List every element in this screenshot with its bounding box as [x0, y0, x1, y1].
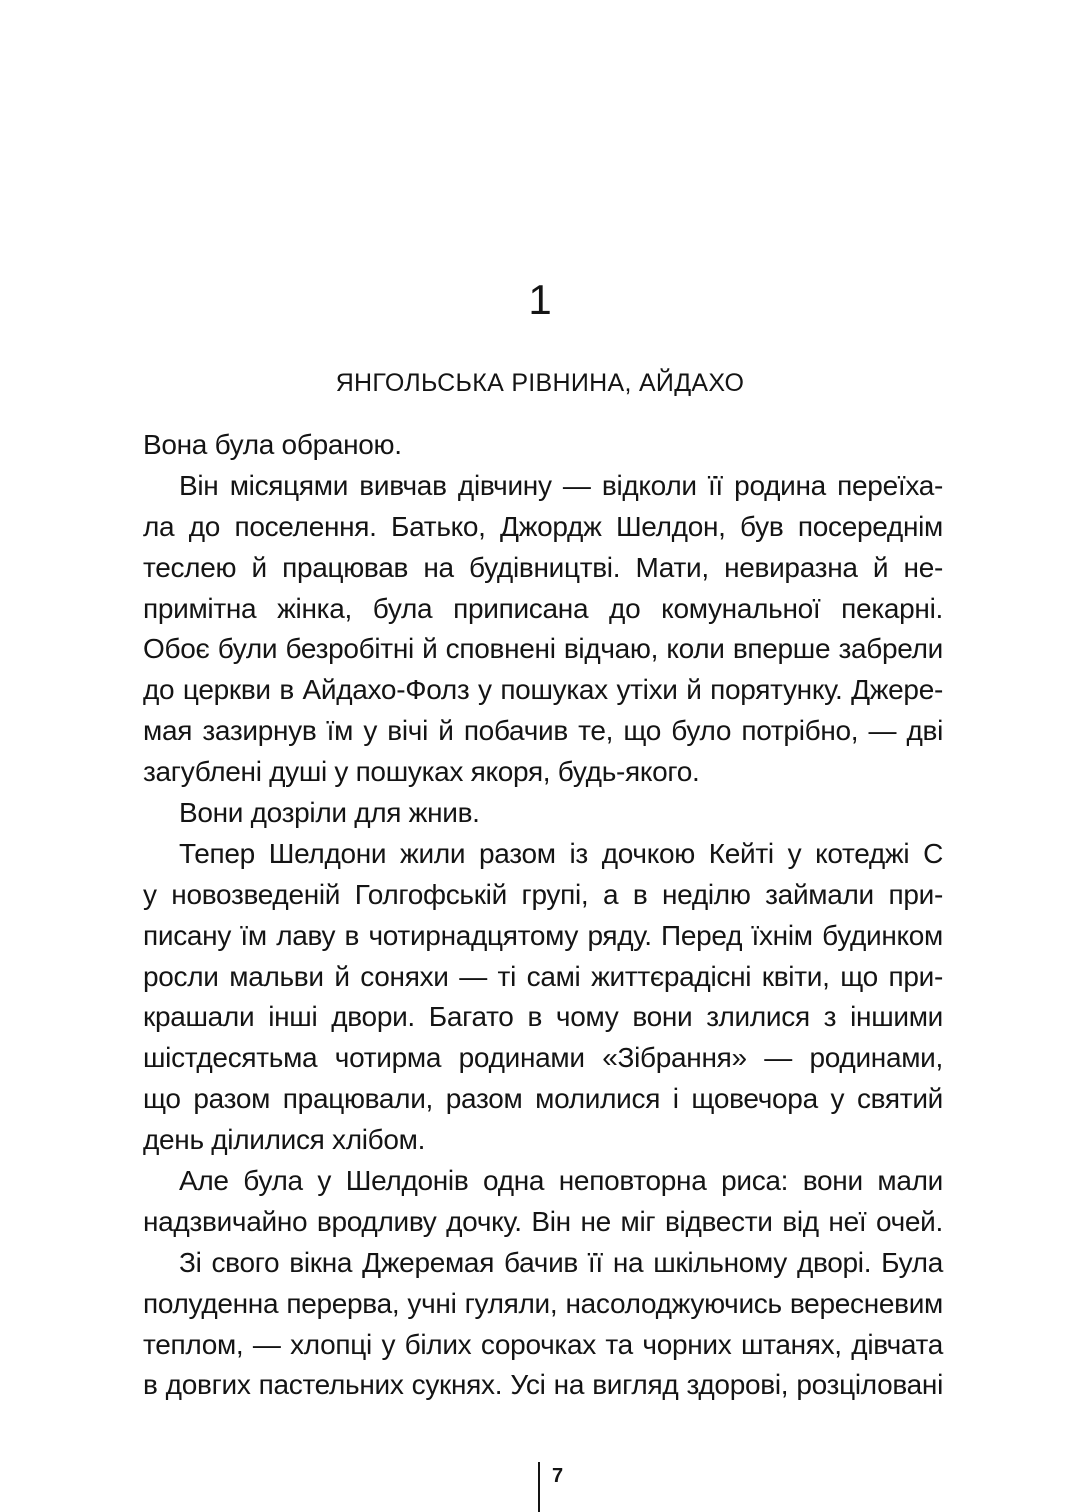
text-line: крашали інші двори. Багато в чому вони злилися з іншими — [143, 1001, 943, 1033]
text-line: росли мальви й соняхи — ті самі життєрадісні квіти, що при- — [143, 960, 943, 992]
text-line: ла до поселення. Батько, Джордж Шелдон, був посереднім — [143, 510, 943, 542]
text-line: шістдесятьма чотирма родинами «Зібрання» — родинами, — [143, 1042, 943, 1074]
text-line: Обоє були безробітні й сповнені відчаю, коли вперше забрели — [143, 633, 943, 665]
text-line: день ділилися хлібом. — [143, 1124, 426, 1156]
text-line: теплом, — хлопці у білих сорочках та чорних штанях, дівчата — [143, 1328, 943, 1360]
text-line: надзвичайно вродливу дочку. Він не міг відвести від неї очей. — [143, 1205, 943, 1237]
chapter-number: 1 — [528, 276, 552, 323]
text-line: примітна жінка, була приписана до комунальної пекарні. — [143, 592, 943, 624]
text-line: Вона була обраною. — [143, 429, 402, 460]
text-line: в довгих пастельних сукнях. Усі на вигляд здорові, розціловані — [143, 1369, 943, 1401]
text-line: теслею й працював на будівництві. Мати, невиразна й не- — [143, 551, 943, 583]
text-line: загублені душі у пошуках якоря, будь-якого. — [143, 756, 700, 788]
text-line: Тепер Шелдони жили разом із дочкою Кейті у котеджі С — [179, 837, 943, 869]
body-text — [143, 425, 943, 1406]
page-number: 7 — [552, 1465, 564, 1487]
text-line: що разом працювали, разом молилися і щовечора у святий — [143, 1083, 943, 1115]
chapter-title: ЯНГОЛЬСЬКА РІВНИНА, АЙДАХО — [335, 369, 745, 397]
footer-rule — [538, 1462, 540, 1512]
text-line: Вони дозріли для жнив. — [179, 797, 480, 829]
text-line: писану їм лаву в чотирнадцятому ряду. Перед їхнім будинком — [143, 919, 943, 951]
text-line: Зі свого вікна Джеремая бачив її на шкільному дворі. Була — [179, 1246, 943, 1278]
text-line: у новозведеній Голгофській групі, а в неділю займали при- — [143, 878, 943, 910]
text-line: мая зазирнув їм у вічі й побачив те, що було потрібно, — дві — [143, 715, 943, 747]
text-line: полуденна перерва, учні гуляли, насолоджуючись вересневим — [143, 1287, 943, 1319]
text-line: Він місяцями вивчав дівчину — відколи її родина переїха- — [179, 469, 943, 501]
text-line: Але була у Шелдонів одна неповторна риса: вони мали — [179, 1165, 943, 1197]
text-line: до церкви в Айдахо-Фолз у пошуках утіхи й порятунку. Джере- — [143, 674, 943, 706]
